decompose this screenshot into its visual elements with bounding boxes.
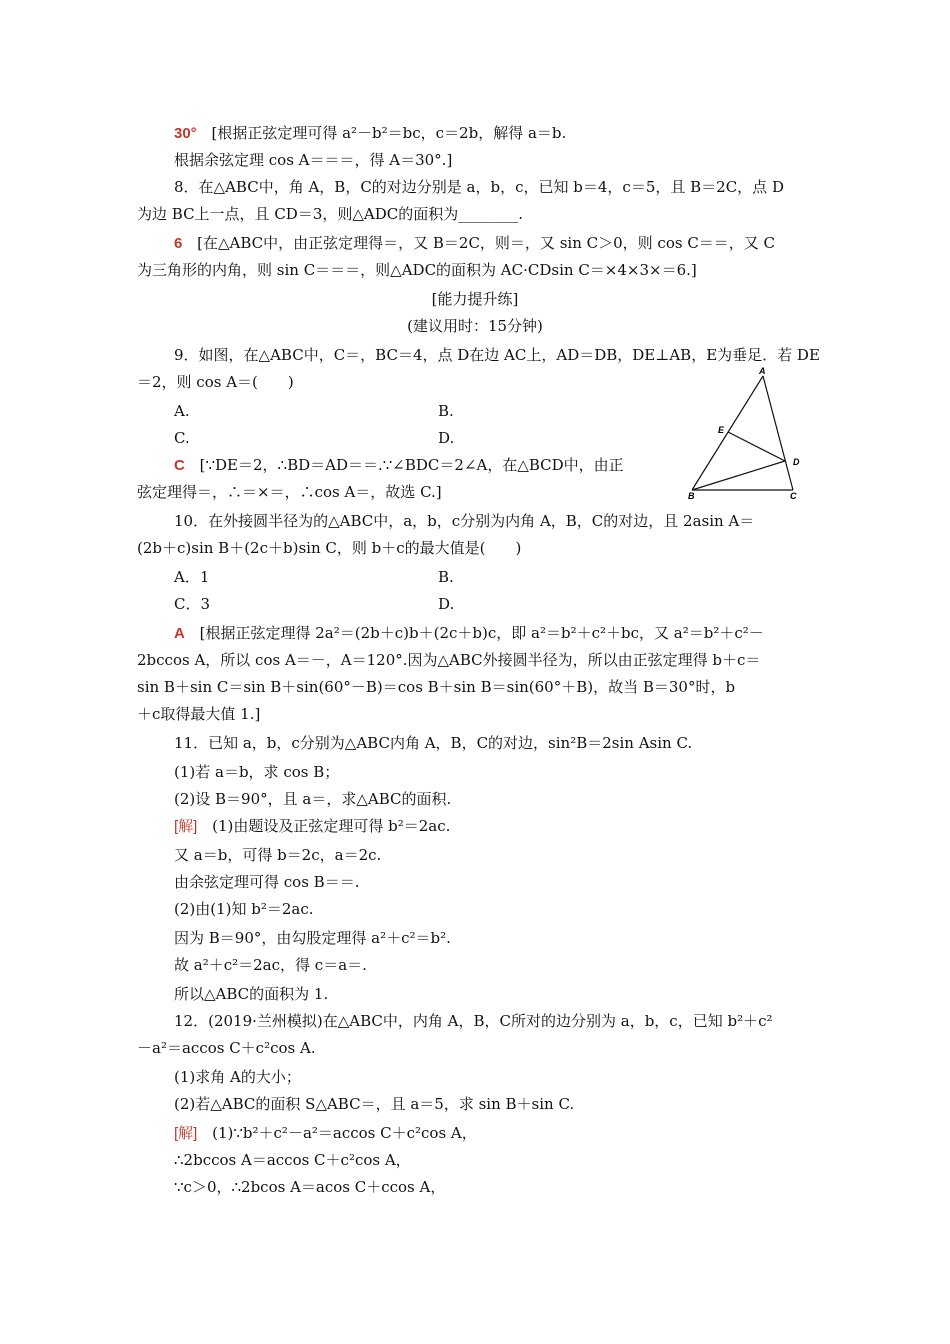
text-line: (1)由题设及正弦定理可得 b²＝2ac. <box>212 817 451 835</box>
option-d: D. <box>438 595 455 613</box>
vertex-label-d: D <box>793 457 800 467</box>
question-9-line-2: ＝2，则 cos A＝( ) <box>137 373 294 391</box>
solution-tag: [解] <box>174 1125 198 1142</box>
answer-tag: 30° <box>174 125 197 142</box>
vertex-label-b: B <box>688 491 695 501</box>
text-line: 根据余弦定理 cos A＝＝＝，得 A＝30°.] <box>174 151 453 169</box>
answer-line-9-1 <box>174 455 624 476</box>
segment-de <box>728 432 785 461</box>
option-c: C．3 <box>174 595 211 613</box>
question-8-line-1: 8．在△ABC中，角 A，B，C的对边分别是 a，b，c，已知 b＝4，c＝5，且 B＝2C，点 D <box>174 178 784 196</box>
text-line: (1)∵b²＋c²－a²＝accos C＋c²cos A， <box>212 1124 477 1142</box>
section-heading: [能力提升练] <box>431 290 519 308</box>
text-line: [∵DE＝2，∴BD＝AD＝＝.∵∠BDC＝2∠A，在△BCD中，由正 <box>199 456 624 474</box>
triangle-figure <box>684 366 812 502</box>
vertex-label-a: A <box>759 366 766 376</box>
option-b: B. <box>438 568 454 586</box>
option-c: C. <box>174 429 190 447</box>
text-line: 2bccos A，所以 cos A＝－，A＝120°.因为△ABC外接圆半径为，所以由正弦定理得 b＋c＝ <box>137 651 761 669</box>
question-10-line-1: 10．在外接圆半径为的△ABC中，a，b，c分别为内角 A，B，C的对边，且 2asin A＝ <box>174 512 755 530</box>
answer-tag: C <box>174 457 185 474</box>
solution-line-11-1 <box>174 816 450 837</box>
option-b: B. <box>438 402 454 420</box>
text-line: 故 a²＋c²＝2ac，得 c＝a＝. <box>174 956 367 974</box>
text-line: ∴2bccos A＝accos C＋c²cos A， <box>174 1151 411 1169</box>
option-a: A．1 <box>174 568 210 586</box>
question-8-line-2: 为边 BC上一点，且 CD＝3，则△ADC的面积为________. <box>137 205 524 223</box>
question-12-line-2: －a²＝accos C＋c²cos A. <box>137 1039 316 1057</box>
side-ac <box>763 376 793 490</box>
text-line: 由余弦定理可得 cos B＝＝. <box>174 873 360 891</box>
answer-tag: A <box>174 625 185 642</box>
text-line: [根据正弦定理得 2a²＝(2b＋c)b＋(2c＋b)c，即 a²＝b²＋c²＋bc，又 a²＝b²＋c²－ <box>199 624 764 642</box>
question-10-line-2: (2b＋c)sin B＋(2c＋b)sin C，则 b＋c的最大值是( ) <box>137 539 522 557</box>
vertex-label-e: E <box>718 425 725 435</box>
text-line: (2)由(1)知 b²＝2ac. <box>174 900 314 918</box>
question-12-line-1: 12．(2019·兰州模拟)在△ABC中，内角 A，B，C所对的边分别为 a，b，c，已知 b²＋c² <box>174 1012 773 1030</box>
segment-bd <box>692 461 785 490</box>
text-line: ∵c＞0，∴2bcos A＝acos C＋ccos A， <box>174 1178 446 1196</box>
text-line: (2)若△ABC的面积 S△ABC＝，且 a＝5，求 sin B＋sin C. <box>174 1095 575 1113</box>
text-line: (1)求角 A的大小； <box>174 1068 301 1086</box>
text-line: [在△ABC中，由正弦定理得＝，又 B＝2C，则＝，又 sin C＞0，则 cos C＝＝，又 C <box>197 234 776 252</box>
option-d: D. <box>438 429 455 447</box>
question-11-line-1: 11．已知 a，b，c分别为△ABC内角 A，B，C的对边，sin²B＝2sin Asin C. <box>174 734 693 752</box>
text-line: 所以△ABC的面积为 1. <box>174 985 329 1003</box>
answer-line-10-1 <box>174 623 764 644</box>
text-line: 因为 B＝90°，由勾股定理得 a²＋c²＝b². <box>174 929 451 947</box>
solution-line-12-1 <box>174 1123 477 1144</box>
answer-line-8-1 <box>174 233 775 254</box>
text-line: (2)设 B＝90°，且 a＝，求△ABC的面积. <box>174 790 452 808</box>
option-a: A. <box>174 402 190 420</box>
text-line: ＋c取得最大值 1.] <box>137 705 261 723</box>
text-line: sin B＋sin C＝sin B＋sin(60°－B)＝cos B＋sin B＝sin(60°＋B)，故当 B＝30°时，b <box>137 678 736 696</box>
question-9-line-1: 9．如图，在△ABC中，C＝，BC＝4，点 D在边 AC上，AD＝DB，DE⊥AB，E为垂足．若 DE <box>174 346 820 364</box>
answer-tag: 6 <box>174 235 183 252</box>
text-line: (1)若 a＝b，求 cos B； <box>174 763 340 781</box>
text-line: 为三角形的内角，则 sin C＝＝＝，则△ADC的面积为 AC·CDsin C＝×4×3×＝6.] <box>137 261 697 279</box>
text-line: 又 a＝b，可得 b＝2c，a＝2c. <box>174 846 382 864</box>
solution-tag: [解] <box>174 818 198 835</box>
text-line: 弦定理得＝，∴＝×＝，∴cos A＝，故选 C.] <box>137 483 442 501</box>
vertex-label-c: C <box>790 491 797 501</box>
suggested-time: (建议用时：15分钟) <box>407 317 543 335</box>
text-line: [根据正弦定理可得 a²－b²＝bc，c＝2b，解得 a＝b. <box>211 124 567 142</box>
side-ab <box>692 376 763 490</box>
answer-line-7-1 <box>174 123 566 144</box>
